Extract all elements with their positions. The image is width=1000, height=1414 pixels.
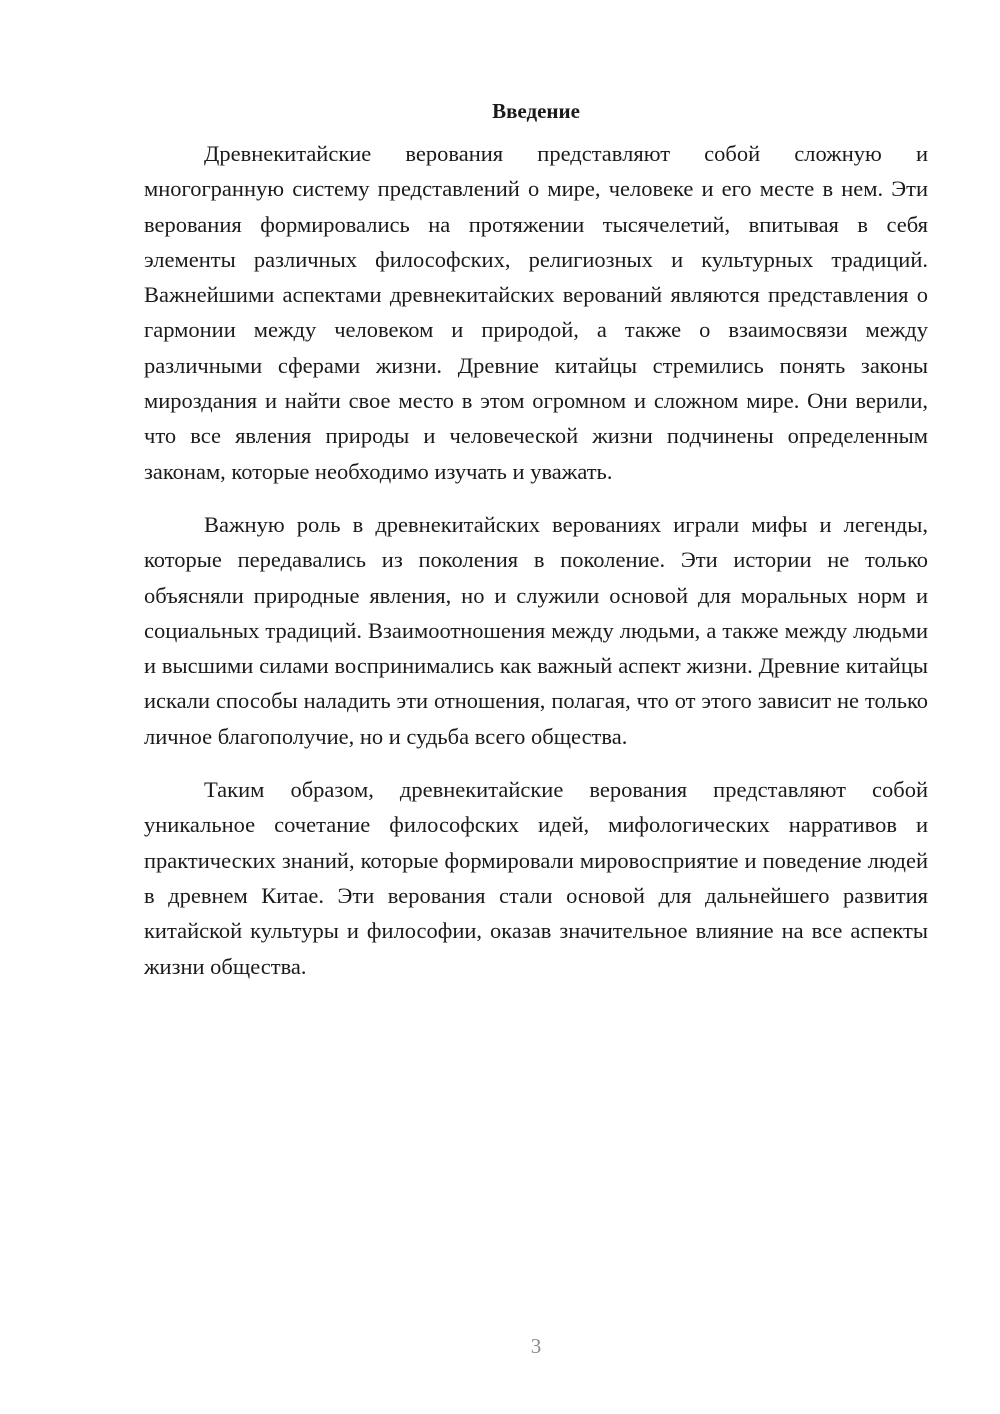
page-number: 3 (530, 1334, 542, 1358)
paragraph-2: Важную роль в древнекитайских верованиях играли мифы и легенды, которые передавались из поколения в поколение. Эти истории не только объясняли природные явления, но и служили основой для моральных норм и социальных традиций. Взаимоотношения между людьми, а также между людьми и высшими силами воспринимались как важный аспект жизни. Древние китайцы искали способы наладить эти отношения, полагая, что от этого зависит не только личное благополучие, но и судьба всего общества. (144, 511, 928, 749)
section-heading: Введение (492, 99, 580, 123)
page-content (144, 96, 928, 1002)
paragraph-3: Таким образом, древнекитайские верования представляют собой уникальное сочетание философских идей, мифологических нарративов и практических знаний, которые формировали мировосприятие и поведение людей в древнем Китае. Эти верования стали основой для дальнейшего развития китайской культуры и философии, оказав значительное влияние на все аспекты жизни общества. (144, 777, 928, 979)
paragraph-1: Древнекитайские верования представляют собой сложную и многогранную систему представлений о мире, человеке и его месте в нем. Эти верования формировались на протяжении тысячелетий, впитывая в себя элементы различных философских, религиозных и культурных традиций. Важнейшими аспектами древнекитайских верований являются представления о гармонии между человеком и природой, а также о взаимосвязи между различными сферами жизни. Древние китайцы стремились понять законы мироздания и найти свое место в этом огромном и сложном мире. Они верили, что все явления природы и человеческой жизни подчинены определенным законам, которые необходимо изучать и уважать. (144, 141, 928, 484)
